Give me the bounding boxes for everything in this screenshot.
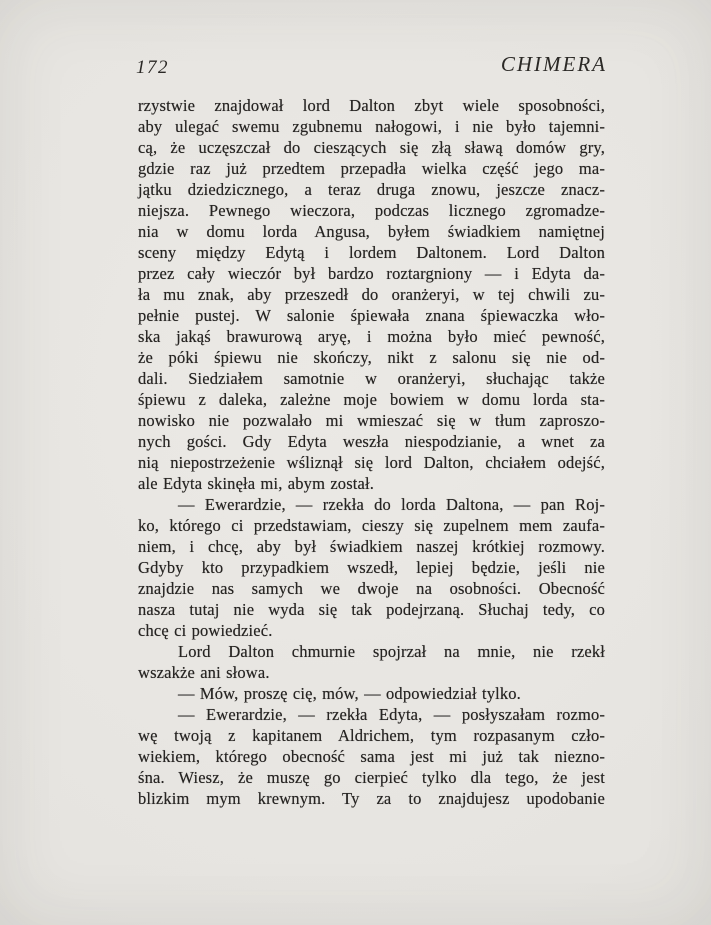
text-line: chcę ci powiedzieć. bbox=[138, 621, 273, 640]
text-line: przez cały wieczór był bardzo roztargniony — i Edyta da- bbox=[138, 264, 605, 283]
text-line: gdzie raz już przedtem przepadła wielka część jego ma- bbox=[138, 159, 605, 178]
text-line: — Mów, proszę cię, mów, — odpowiedział tylko. bbox=[178, 684, 521, 703]
text-line: śna. Wiesz, że muszę go cierpieć tylko dla tego, że jest bbox=[138, 768, 605, 787]
text-line: wszakże ani słowa. bbox=[138, 663, 270, 682]
text-line: wiekiem, którego obecność sama jest mi już tak niezno- bbox=[138, 747, 605, 766]
text-line: ła mu znak, aby przeszedł do oranżeryi, w tej chwili zu- bbox=[138, 285, 605, 304]
text-line: Lord Dalton chmurnie spojrzał na mnie, nie rzekł bbox=[178, 642, 605, 661]
text-line: jątku dziedzicznego, a teraz druga znowu, jeszcze znacz- bbox=[138, 180, 605, 199]
text-line: — Ewerardzie, — rzekła Edyta, — posłyszałam rozmo- bbox=[178, 705, 605, 724]
page-number: 172 bbox=[136, 57, 169, 78]
text-line: cą, że uczęszczał do cieszących się złą sławą domów gry, bbox=[138, 138, 605, 157]
text-line: blizkim mym krewnym. Ty za to znajdujesz upodobanie bbox=[138, 789, 605, 808]
text-line: niejsza. Pewnego wieczora, podczas licznego zgromadze- bbox=[138, 201, 605, 220]
text-line: niem, i chcę, aby był świadkiem naszej krótkiej rozmowy. bbox=[138, 537, 605, 556]
text-line: znajdzie nas samych we dwoje na osobności. Obecność bbox=[138, 579, 605, 598]
text-line: nych gości. Gdy Edyta weszła niespodzianie, a wnet za bbox=[138, 432, 605, 451]
text-line: śpiewu z daleka, zależne moje bowiem w domu lorda sta- bbox=[138, 390, 605, 409]
text-line: że póki śpiewu nie skończy, nikt z salonu się nie od- bbox=[138, 348, 605, 367]
text-line: ale Edyta skinęła mi, abym został. bbox=[138, 474, 374, 493]
text-line: ko, którego ci przedstawiam, cieszy się zupelnem mem zaufa- bbox=[138, 516, 605, 535]
text-line: pełnie pustej. W salonie śpiewała znana śpiewaczka wło- bbox=[138, 306, 605, 325]
text-line: Gdyby kto przypadkiem wszedł, lepiej będzie, jeśli nie bbox=[138, 558, 605, 577]
text-line: dali. Siedziałem samotnie w oranżeryi, słuchając także bbox=[138, 369, 605, 388]
text-line: nia w domu lorda Angusa, byłem świadkiem namiętnej bbox=[138, 222, 605, 241]
text-line: rzystwie znajdował lord Dalton zbyt wiele sposobności, bbox=[138, 96, 605, 115]
text-line: aby ulegać swemu zgubnemu nałogowi, i nie było tajemni- bbox=[138, 117, 605, 136]
text-line: nasza tutaj nie wyda się tak podejrzaną. Słuchaj tedy, co bbox=[138, 600, 605, 619]
text-line: — Ewerardzie, — rzekła do lorda Daltona, — pan Roj- bbox=[178, 495, 605, 514]
text-line: sceny między Edytą i lordem Daltonem. Lord Dalton bbox=[138, 243, 605, 262]
text-line: wę twoją z kapitanem Aldrichem, tym rozpasanym czło- bbox=[138, 726, 605, 745]
text-line: ska jakąś brawurową aryę, i można było mieć pewność, bbox=[138, 327, 605, 346]
body-text bbox=[138, 95, 605, 809]
text-line: nowisko nie pozwalało mi wmieszać się w tłum zaproszo- bbox=[138, 411, 605, 430]
journal-title: CHIMERA bbox=[500, 52, 607, 76]
running-head bbox=[0, 0, 711, 90]
text-line: nią niepostrzeżenie wśliznął się lord Dalton, chciałem odejść, bbox=[138, 453, 605, 472]
